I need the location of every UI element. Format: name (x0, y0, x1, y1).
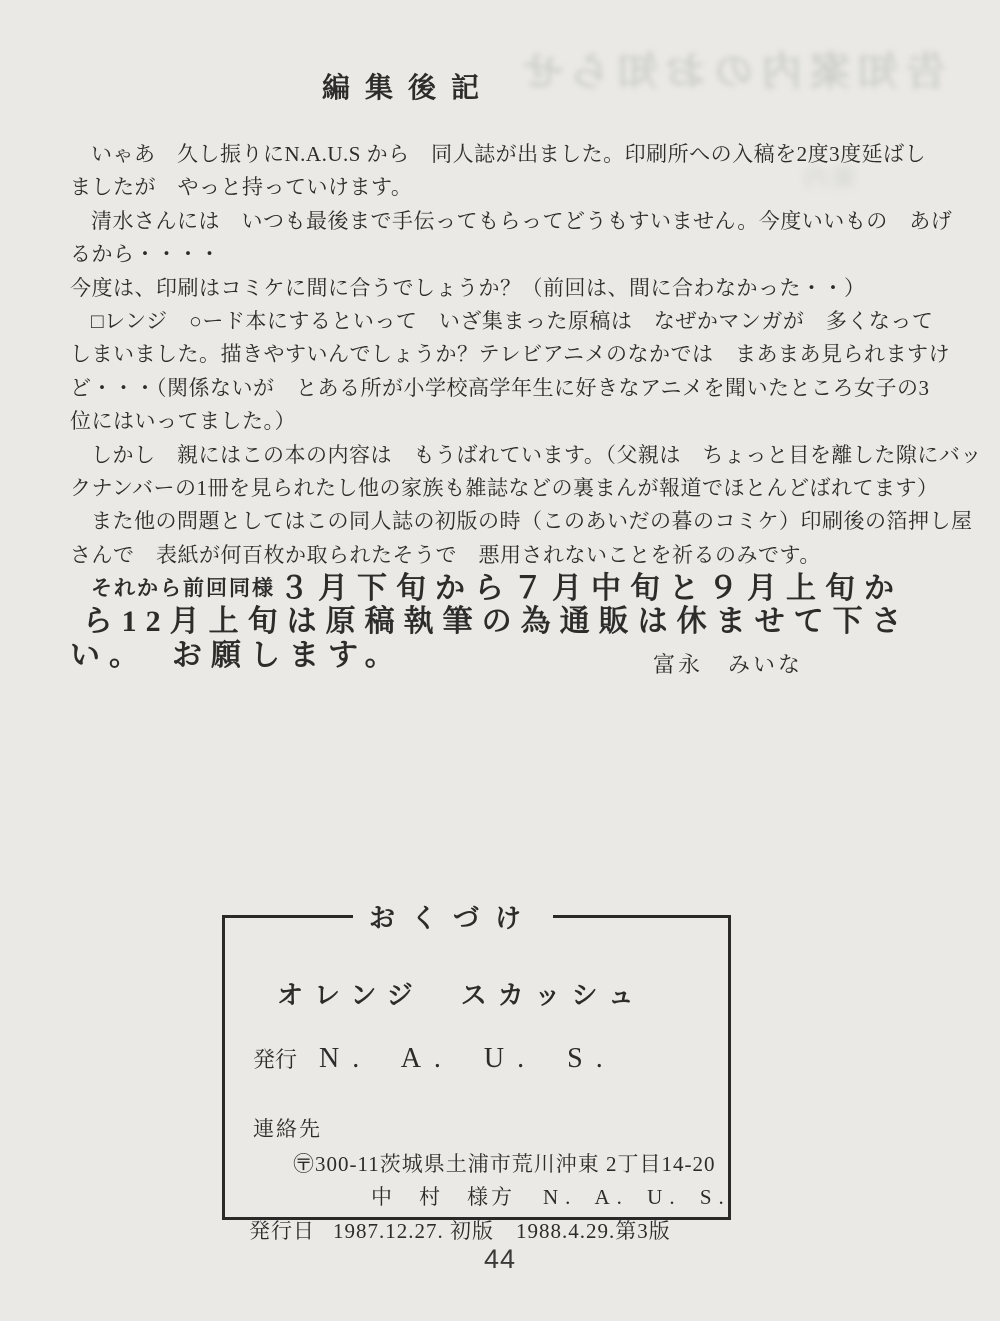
colophon-legend: おくづけ (369, 904, 538, 933)
afterword-line: しまいました。描きやすいんでしょうか？テレビアニメのなかでは まあまあ見られますけ (70, 342, 951, 367)
afterword-line-prefix: それから前回同様 (91, 576, 275, 601)
afterword-line: 今度は、印刷はコミケに間に合うでしょうか？（前回は、間に合わなかった・・） (70, 275, 866, 300)
afterword-line: い。 お願します。 (70, 638, 404, 672)
afterword-line: しかし 親にはこの本の内容は もうばれています。（父親は ちょっと目を離した隙にバッ (91, 442, 982, 467)
afterword-line: 清水さんには いつも最後まで手伝ってもらってどうもすいません。今度いいもの あげ (91, 208, 953, 233)
afterword-line: さんで 表紙が何百枚か取られたそうで 悪用されないことを祈るのみです。 (70, 542, 821, 567)
bleedthrough-artifact: 告知案内のお知らせ (515, 49, 946, 94)
contact-address: 〶300-11茨城県土浦市荒川沖東 2丁目14-20 (293, 1152, 716, 1176)
date-values: 1987.12.27. 初版 1988.4.29.第3版 (333, 1219, 671, 1243)
contact-label: 連絡先 (253, 1117, 322, 1141)
afterword-line: ら12月上旬は原稿執筆の為通販は休ませて下さ (82, 605, 911, 639)
afterword-line: いゃあ 久し振りにN.A.U.S から 同人誌が出ました。印刷所への入稿を2度3度延ばし (91, 142, 927, 166)
afterword-line: クナンバーの1冊を見られたし他の家族も雑誌などの裏まんが報道でほとんどばれてます） (70, 475, 939, 500)
care-of-name: 中 村 様方 (371, 1185, 515, 1209)
publisher-name: N. A. U. S. (319, 1043, 616, 1074)
afterword-line: また他の問題としてはこの同人誌の初版の時（このあいだの暮のコミケ）印刷後の箔押し屋 (91, 509, 973, 534)
afterword-line: それから前回同様 ３月下旬から７月中旬と９月上旬か (91, 572, 903, 606)
afterword-line: ましたが やっと持っていけます。 (70, 175, 413, 200)
author-signature: 富永 みいな (653, 652, 804, 677)
page-title: 編集後記 (322, 73, 495, 104)
circle-name: N. A. U. S. (543, 1185, 731, 1209)
afterword-body (70, 138, 982, 672)
afterword-line: ど・・・（関係ないが とある所が小学校高学年生に好きなアニメを聞いたところ女子の3 (70, 375, 930, 400)
colophon-box (222, 898, 731, 1243)
publication-date-row (249, 1215, 671, 1245)
afterword-line: るから・・・・ (70, 242, 221, 267)
publisher-label: 発行 (253, 1047, 298, 1072)
bleedthrough-artifact: 案内 (800, 166, 856, 192)
publisher-row (253, 1043, 616, 1075)
afterword-line: □レンジ ○ード本にするといって いざ集まった原稿は なぜかマンガが 多くなって (91, 308, 934, 333)
date-label: 発行日 (249, 1219, 315, 1243)
page-number: 44 (483, 1244, 517, 1274)
care-of-row (371, 1181, 731, 1211)
afterword-line: 位にはいってました。） (70, 409, 296, 434)
book-title: オレンジ スカッシュ (277, 981, 645, 1010)
